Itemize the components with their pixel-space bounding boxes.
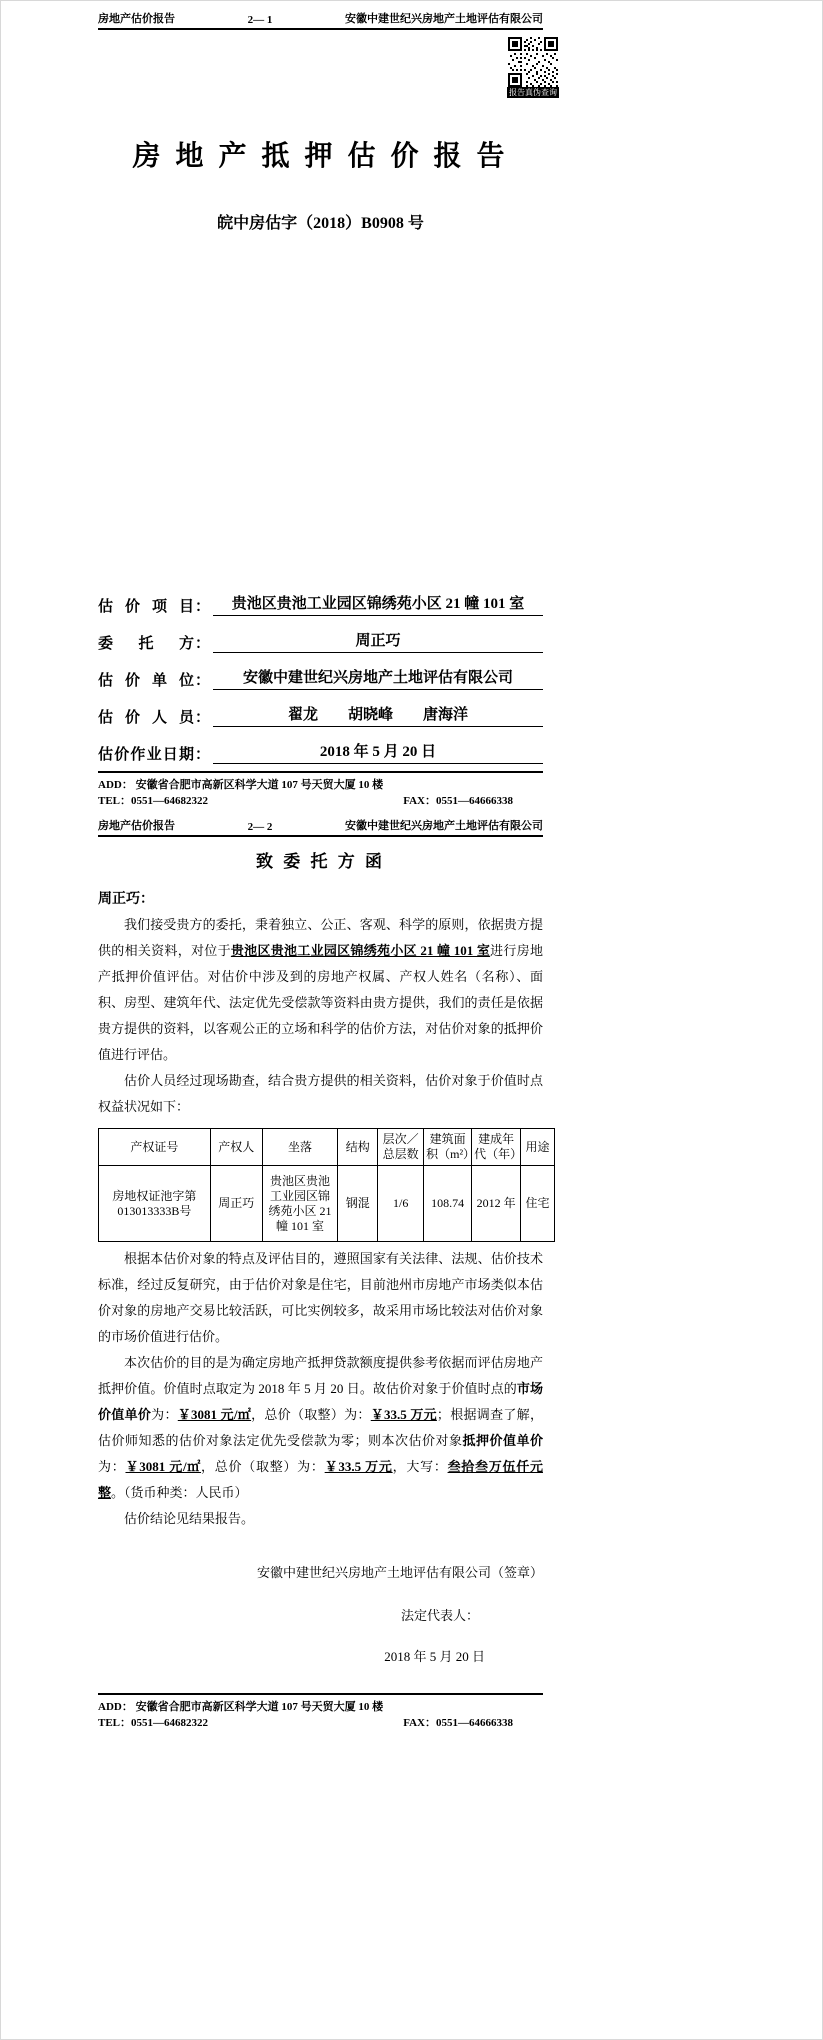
field-value-date: 2018 年 5 月 20 日 — [213, 740, 543, 764]
field-label: 估 价 人 员 — [98, 710, 194, 726]
text-segment: 进行房地产抵押价值评估。对估价中涉及到的房地产权属、产权人姓名（名称）、面积、房型、建筑年代、法定优先受偿款等资料由贵方提供，我们的责任是依据贵方提供的资料，以客观公正的立场和科学的估价方法，对估价对象的抵押价值进行评估。 — [98, 943, 543, 1062]
page-header — [98, 808, 543, 837]
footer-address: ADD： 安徽省合肥市高新区科学大道 107 号天贸大厦 10 楼 — [98, 779, 384, 791]
field-row-agency — [98, 653, 543, 690]
paragraph-method: 根据本估价对象的特点及评估目的，遵照国家有关法律、法规、估价技术标准，经过反复研究，由于估价对象是住宅，目前池州市房地产市场类似本估价对象的房地产交易比较活跃，可比实例较多，故采用市场比较法对估价对象的市场价值进行估价。 — [98, 1251, 543, 1344]
paragraph-survey: 估价人员经过现场勘查，结合贵方提供的相关资料，估价对象于价值时点权益状况如下： — [98, 1073, 543, 1114]
page-footer — [98, 1693, 543, 1730]
text-segment: ，大写： — [392, 1459, 448, 1474]
property-address: 贵池区贵池工业园区锦绣苑小区 21 幢 101 室 — [230, 943, 491, 958]
header-doc-type: 房地产估价报告 — [98, 13, 175, 25]
paragraph-conclusion: 估价结论见结果报告。 — [124, 1511, 255, 1526]
text-segment: 。（货币种类：人民币） — [111, 1485, 248, 1500]
table-cell-location: 贵池区贵池工业园区锦绣苑小区 21 幢 101 室 — [262, 1166, 338, 1242]
unit-price-value: ￥3081 元/㎡ — [125, 1459, 202, 1474]
table-header-cell: 产权证号 — [99, 1129, 211, 1166]
table-cell-structure: 钢混 — [338, 1166, 378, 1242]
field-value-client: 周正巧 — [213, 629, 543, 653]
field-row-appraisers — [98, 690, 543, 727]
paragraph-valuation-result — [98, 1350, 543, 1506]
field-row-client — [98, 616, 543, 653]
mortgage-value-label: 抵押价值单价 — [462, 1433, 543, 1448]
footer-address: ADD： 安徽省合肥市高新区科学大道 107 号天贸大厦 10 楼 — [98, 1701, 384, 1713]
table-header-row — [99, 1129, 555, 1166]
total-price-value: ￥33.5 万元 — [324, 1459, 393, 1474]
page-2 — [1, 808, 822, 1730]
paragraph-commission — [98, 912, 543, 1068]
table-cell-year: 2012 年 — [472, 1166, 521, 1242]
table-header-cell: 坐落 — [262, 1129, 338, 1166]
table-cell-area: 108.74 — [424, 1166, 472, 1242]
qr-code-icon — [507, 37, 559, 87]
table-header-cell: 用途 — [521, 1129, 555, 1166]
table-header-cell: 建成年代（年） — [472, 1129, 521, 1166]
field-colon: ： — [195, 599, 211, 615]
text-segment: ，总价（取整）为： — [251, 1407, 371, 1422]
text-segment: ，总价（取整）为： — [201, 1459, 325, 1474]
text-segment: 我们接受贵方的委托，秉着独立、公正、客观、科学的原则，依据贵方提供的相关资料，对位于 — [98, 917, 543, 958]
signature-date: 2018 年 5 月 20 日 — [384, 1649, 485, 1664]
header-doc-type: 房地产估价报告 — [98, 820, 175, 832]
cover-fields — [98, 579, 543, 764]
footer-tel: TEL：0551—64682322 — [98, 795, 209, 807]
field-row-project — [98, 579, 543, 616]
field-value-agency: 安徽中建世纪兴房地产土地评估有限公司 — [213, 666, 543, 690]
text-segment: 本次估价的目的是为确定房地产抵押贷款额度提供参考依据而评估房地产抵押价值。价值时点取定为 2018 年 5 月 20 日。故估价对象于价值时点的 — [98, 1355, 543, 1396]
table-header-cell: 建筑面积（m²） — [424, 1129, 472, 1166]
footer-tel: TEL：0551—64682322 — [98, 1717, 209, 1729]
signature-legal-rep: 法定代表人： — [400, 1608, 479, 1623]
header-page-number: 2— 1 — [247, 14, 273, 26]
field-label: 委 托 方 — [98, 636, 194, 652]
text-segment: 为： — [151, 1407, 178, 1422]
field-colon: ： — [195, 710, 211, 726]
table-cell-cert-no: 房地权证池字第013013333B号 — [99, 1166, 211, 1242]
unit-price-value: ￥3081 元/㎡ — [177, 1407, 252, 1422]
table-row — [99, 1166, 555, 1242]
field-colon: ： — [195, 747, 211, 763]
footer-fax: FAX：0551—64666338 — [403, 1717, 513, 1729]
qr-label: 报告真伪查询 — [509, 88, 557, 97]
letter-title: 致 委 托 方 函 — [256, 852, 385, 871]
property-rights-table — [98, 1128, 555, 1242]
field-label: 估 价 项 目 — [98, 599, 194, 615]
signature-company: 安徽中建世纪兴房地产土地评估有限公司（签章） — [256, 1565, 543, 1580]
table-header-cell: 结构 — [338, 1129, 378, 1166]
header-company: 安徽中建世纪兴房地产土地评估有限公司 — [345, 13, 543, 25]
footer-fax: FAX：0551—64666338 — [403, 795, 513, 807]
field-value-project: 贵池区贵池工业园区锦绣苑小区 21 幢 101 室 — [213, 592, 543, 616]
page-header — [98, 1, 543, 30]
field-value-appraisers: 翟龙 胡晓峰 唐海洋 — [213, 703, 543, 727]
page-footer — [98, 771, 543, 808]
total-price-value: ￥33.5 万元 — [370, 1407, 437, 1422]
header-page-number: 2— 2 — [247, 821, 273, 833]
field-colon: ： — [195, 636, 211, 652]
table-cell-owner: 周正巧 — [210, 1166, 262, 1242]
field-row-date — [98, 727, 543, 764]
page-1 — [1, 1, 822, 808]
field-label: 估 价 单 位 — [98, 673, 194, 689]
field-label: 估价作业日期 — [98, 747, 194, 763]
doc-number: 皖中房估字（2018）B0908 号 — [217, 215, 424, 232]
market-value-label: 市场价值单价 — [98, 1381, 543, 1422]
text-segment: ；根据调查了解，估价师知悉的估价对象法定优先受偿款为零；则本次估价对象 — [98, 1407, 543, 1448]
header-company: 安徽中建世纪兴房地产土地评估有限公司 — [345, 820, 543, 832]
addressee: 周正巧： — [98, 892, 154, 907]
table-cell-floor: 1/6 — [378, 1166, 424, 1242]
table-cell-usage: 住宅 — [521, 1166, 555, 1242]
report-verification-qr — [507, 37, 559, 98]
field-colon: ： — [195, 673, 211, 689]
table-header-cell: 层次／总层数 — [378, 1129, 424, 1166]
text-segment: 为： — [98, 1459, 126, 1474]
report-title: 房 地 产 抵 押 估 价 报 告 — [132, 141, 509, 172]
table-header-cell: 产权人 — [210, 1129, 262, 1166]
amount-in-words: 叁拾叁万伍仟元整 — [98, 1459, 543, 1500]
